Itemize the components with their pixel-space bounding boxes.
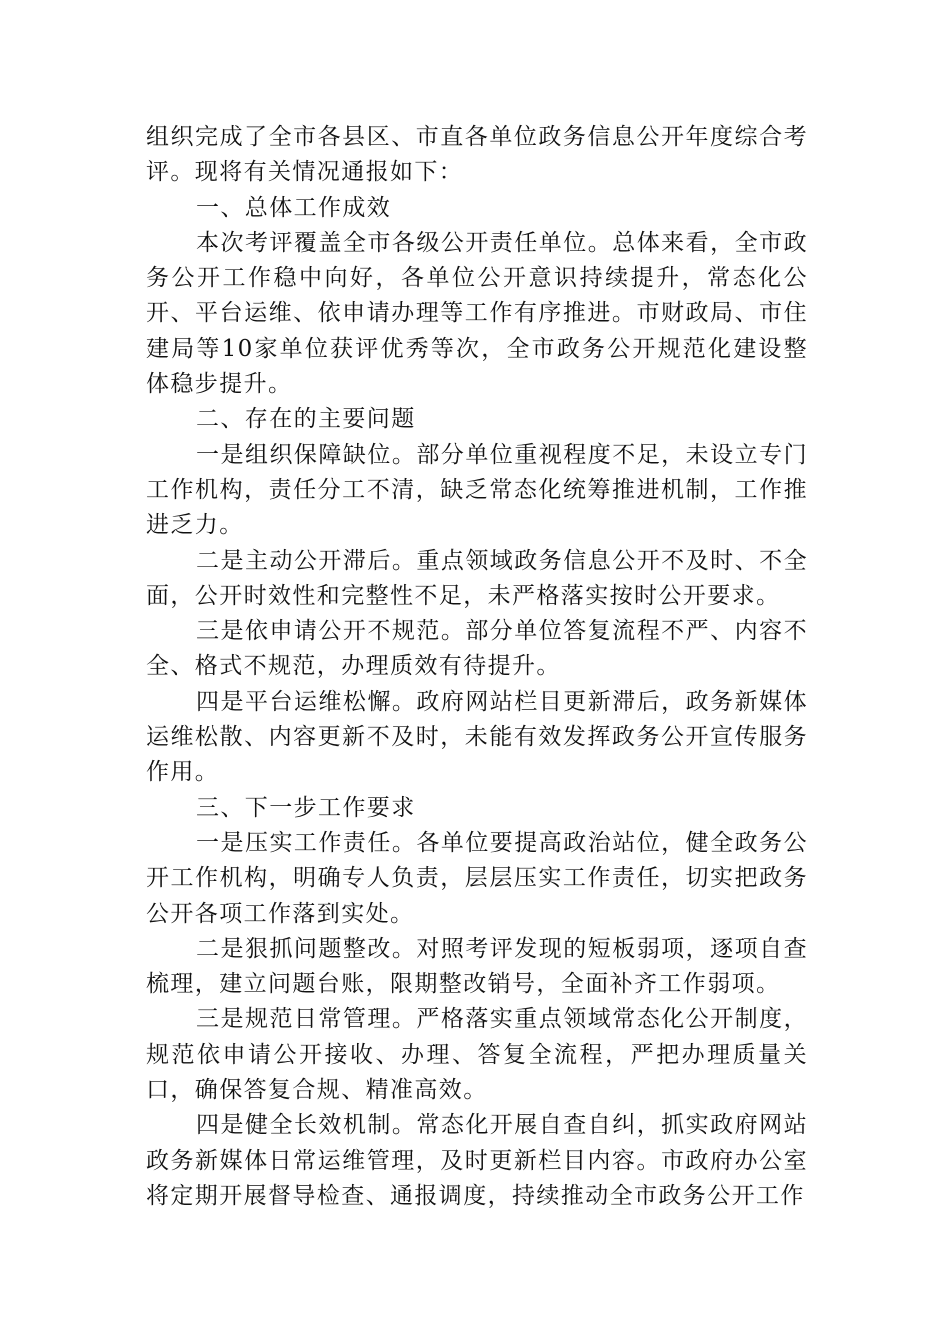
heading-main-problems: 二、存在的主要问题	[196, 406, 416, 433]
paragraph-requirement-1: 一是压实工作责任。各单位要提高政治站位，健全政务公开工作机构，明确专人负责，层层压实工作责任，切实把政务公开各项工作落到实处。	[146, 829, 808, 927]
paragraph-problem-1: 一是组织保障缺位。部分单位重视程度不足，未设立专门工作机构，责任分工不清，缺乏常态化统筹推进机制，工作推进乏力。	[146, 441, 808, 539]
paragraph-requirement-4: 四是健全长效机制。常态化开展自查自纠，抓实政府网站政务新媒体日常运维管理，及时更新栏目内容。市政府办公室将定期开展督导检查、通报调度，持续推动全市政务公开工作	[146, 1112, 808, 1209]
paragraph-requirement-3: 三是规范日常管理。严格落实重点领域常态化公开制度，规范依申请公开接收、办理、答复全流程，严把办理质量关口，确保答复合规、精准高效。	[146, 1006, 808, 1104]
paragraph-problem-3: 三是依申请公开不规范。部分单位答复流程不严、内容不全、格式不规范，办理质效有待提升。	[146, 618, 808, 680]
paragraph-requirement-2: 二是狠抓问题整改。对照考评发现的短板弱项，逐项自查梳理，建立问题台账，限期整改销号，全面补齐工作弱项。	[146, 935, 808, 998]
heading-overall-results: 一、总体工作成效	[196, 194, 392, 221]
document-body	[146, 120, 808, 1214]
paragraph-intro: 组织完成了全市各县区、市直各单位政务信息公开年度综合考评。现将有关情况通报如下：	[146, 124, 808, 186]
paragraph-problem-4: 四是平台运维松懈。政府网站栏目更新滞后，政务新媒体运维松散、内容更新不及时，未能有效发挥政务公开宣传服务作用。	[146, 688, 808, 786]
paragraph-overall-results: 本次考评覆盖全市各级公开责任单位。总体来看，全市政务公开工作稳中向好，各单位公开意识持续提升，常态化公开、平台运维、依申请办理等工作有序推进。市财政局、市住建局等10家单位获评优秀等次，全市政务公开规范化建设整体稳步提升。	[146, 229, 808, 398]
heading-next-steps: 三、下一步工作要求	[196, 794, 416, 821]
paragraph-problem-2: 二是主动公开滞后。重点领域政务信息公开不及时、不全面，公开时效性和完整性不足，未严格落实按时公开要求。	[146, 547, 808, 609]
